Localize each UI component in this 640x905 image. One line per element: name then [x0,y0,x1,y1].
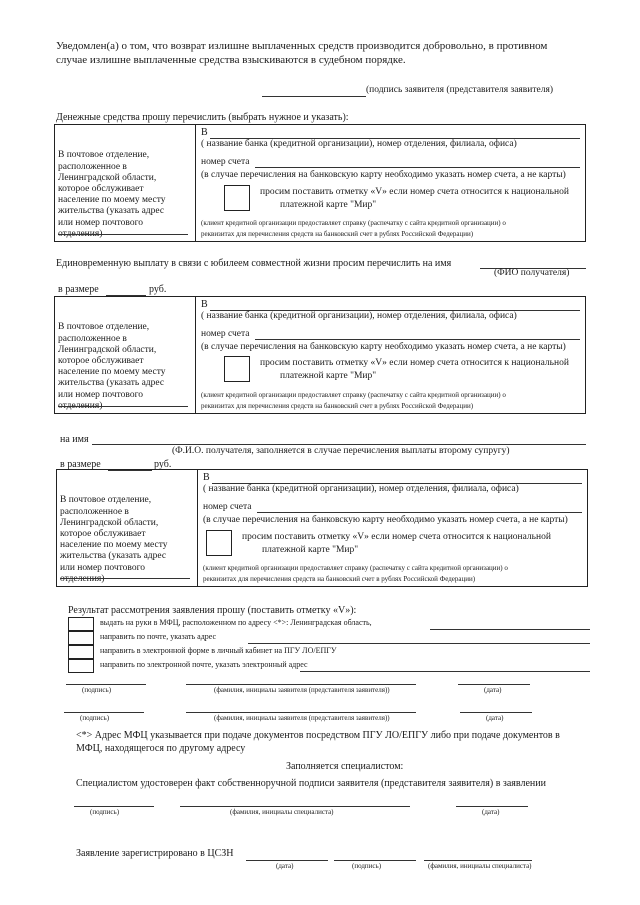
mir-checkbox-3[interactable] [206,530,232,556]
account-input-2[interactable] [255,339,580,340]
registered-text: Заявление зарегистрировано в ЦСЗН [76,848,234,859]
specialist-fio-input[interactable] [180,806,410,807]
box-divider [195,296,196,414]
second-spouse-name-input[interactable] [92,444,586,445]
account-input-3[interactable] [257,512,582,513]
result-option-4: направить по электронной почте, указать электронный адрес [100,660,308,669]
second-spouse-caption: (Ф.И.О. получателя, заполняется в случае перечисления выплаты второму супругу) [172,446,510,456]
registered-signature-input[interactable] [334,860,416,861]
date-input-2[interactable] [460,712,532,713]
result-option-2: направить по почте, указать адрес [100,632,217,641]
signature-caption: (подпись) [82,686,112,694]
v-label: В [201,299,208,310]
bank-name-caption: ( название банка (кредитной организации), номер отделения, филиала, офиса) [201,311,517,321]
lump-sum-heading: Единовременную выплату в связи с юбилеем совместной жизни просим перечислить на имя [56,258,452,269]
account-label: номер счета [203,502,252,512]
signature-input-2[interactable] [64,712,144,713]
mail-address-input[interactable] [248,643,590,644]
applicant-date-input[interactable] [458,684,530,685]
registered-specialist-input[interactable] [424,860,532,861]
result-option-checkbox-4[interactable] [68,659,94,673]
mfc-note-line-2: МФЦ, находящегося по другому адресу [76,743,246,754]
mir-line-1: просим поставить отметку «V» если номер счета относится к национальной [242,532,551,542]
result-option-checkbox-2[interactable] [68,631,94,645]
mir-line-1: просим поставить отметку «V» если номер счета относится к национальной [260,187,569,197]
account-label: номер счета [201,329,250,339]
funds-heading: Денежные средства прошу перечислить (выбрать нужное и указать): [56,112,349,123]
result-option-1: выдать на руки в МФЦ, расположенном по адресу <*>: Ленинградская область, [100,618,372,627]
result-heading: Результат рассмотрения заявления прошу (поставить отметку «V»): [68,605,357,616]
post-office-text-1: В почтовое отделение, расположенное в Ленинградской области, которое обслуживает население по моему месту жительства (указать адрес или номер почтового отделения) [58,150,166,239]
cert-line-1: (клиент кредитной организации предоставляет справку (распечатку с сайта кредитной организации) о [203,564,508,572]
specialist-fill-heading: Заполняется специалистом: [286,761,404,772]
account-input-1[interactable] [255,167,580,168]
cert-line-2: реквизитах для перечисления средств на банковский счет в рублях Российской Федерации) [201,402,474,410]
post-office-text-2: В почтовое отделение, расположенное в Ленинградской области, которое обслуживает население по моему месту жительства (указать адрес или номер почтового отделения) [58,322,166,411]
result-option-3: направить в электронной форме в личный кабинет на ПГУ ЛО/ЕПГУ [100,646,337,655]
cert-line-2: реквизитах для перечисления средств на банковский счет в рублях Российской Федерации) [201,230,474,238]
signature-caption: (подпись) [90,808,120,816]
registered-date-caption: (дата) [276,862,294,870]
mir-checkbox-2[interactable] [224,356,250,382]
post-office-input-3[interactable] [60,578,190,579]
mfc-address-input[interactable] [430,629,590,630]
bank-name-caption: ( название банка (кредитной организации), номер отделения, филиала, офиса) [203,484,519,494]
box-divider [197,469,198,587]
date-caption: (дата) [484,686,502,694]
date-caption: (дата) [486,714,504,722]
cert-line-2: реквизитах для перечисления средств на банковский счет в рублях Российской Федерации) [203,575,476,583]
fio-caption: (ФИО получателя) [494,268,570,278]
cert-line-1: (клиент кредитной организации предоставляет справку (распечатку с сайта кредитной организации) о [201,219,506,227]
card-note: (в случае перечисления на банковскую карту необходимо указать номер счета, а не карты) [201,342,566,352]
registered-date-input[interactable] [246,860,328,861]
specialist-fio-caption: (фамилия, инициалы специалиста) [230,808,334,816]
box-divider [195,124,196,242]
bank-name-caption: ( название банка (кредитной организации), номер отделения, филиала, офиса) [201,139,517,149]
signature-caption: (подпись) [80,714,110,722]
mir-line-2: платежной карте "Мир" [280,371,377,381]
mir-checkbox-1[interactable] [224,185,250,211]
applicant-fio-caption: (фамилия, инициалы заявителя (представителя заявителя)) [214,686,390,694]
fio-input-2[interactable] [186,712,416,713]
mir-line-2: платежной карте "Мир" [262,545,359,555]
registered-signature-caption: (подпись) [352,862,382,870]
specialist-date-input[interactable] [456,806,528,807]
cert-line-1: (клиент кредитной организации предоставляет справку (распечатку с сайта кредитной организации) о [201,391,506,399]
amount-label-1: в размере [58,284,99,295]
notice-line-2: случае излишне выплаченные средства взыскиваются в судебном порядке. [56,54,406,66]
specialist-signature-input[interactable] [74,806,154,807]
specialist-confirm-text: Специалистом удостоверен факт собственноручной подписи заявителя (представителя заявителя) в заявлении [76,778,546,789]
amount-label-2: в размере [60,459,101,470]
applicant-signature-input[interactable] [66,684,146,685]
v-label: В [201,127,208,138]
signature-caption: (подпись заявителя (представителя заявителя) [366,85,554,95]
result-option-checkbox-3[interactable] [68,645,94,659]
card-note: (в случае перечисления на банковскую карту необходимо указать номер счета, а не карты) [201,170,566,180]
account-label: номер счета [201,157,250,167]
to-name-label: на имя [60,434,89,445]
applicant-fio-input[interactable] [186,684,416,685]
rub-label-2: руб. [154,459,172,470]
mfc-note-line-1: <*> Адрес МФЦ указывается при подаче документов посредством ПГУ ЛО/ЕПГУ либо при подаче документов в [76,730,560,741]
mir-line-1: просим поставить отметку «V» если номер счета относится к национальной [260,358,569,368]
email-input[interactable] [300,671,590,672]
post-office-input-1[interactable] [58,234,188,235]
result-option-checkbox-1[interactable] [68,617,94,631]
notice-line-1: Уведомлен(а) о том, что возврат излишне выплаченных средств производится добровольно, в противном [56,40,548,52]
registered-specialist-caption: (фамилия, инициалы специалиста) [428,862,532,870]
signature-line[interactable] [262,96,366,97]
rub-label-1: руб. [149,284,167,295]
mir-line-2: платежной карте "Мир" [280,200,377,210]
card-note: (в случае перечисления на банковскую карту необходимо указать номер счета, а не карты) [203,515,568,525]
post-office-input-2[interactable] [58,406,188,407]
date-caption: (дата) [482,808,500,816]
applicant-fio-caption: (фамилия, инициалы заявителя (представителя заявителя)) [214,714,390,722]
v-label: В [203,472,210,483]
post-office-text-3: В почтовое отделение, расположенное в Ленинградской области, которое обслуживает население по моему месту жительства (указать адрес или номер почтового отделения) [60,495,168,584]
